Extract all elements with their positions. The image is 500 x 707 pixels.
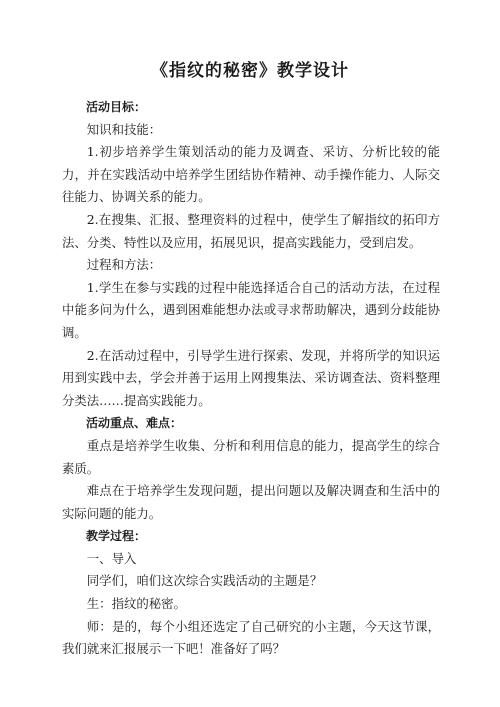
- heading-key-points: 活动重点、难点：: [86, 416, 183, 431]
- heading-teaching-process: 教学过程：: [86, 529, 147, 544]
- subheading-knowledge-skills: 知识和技能：: [86, 121, 162, 137]
- subheading-process-methods: 过程和方法：: [86, 257, 162, 273]
- document-body: [62, 96, 440, 661]
- paragraph-teacher-response: 师：是的，每个小组还选定了自己研究的小主题，今天这节课，我们就来汇报展示一下吧！准备好了吗？: [62, 618, 440, 657]
- paragraph-goal-1: 1.初步培养学生策划活动的能力及调查、采访、分析比较的能力，并在实践活动中培养学生团结协作精神、动手操作能力、人际交往能力、协调关系的能力。: [62, 144, 440, 205]
- section-introduction: 一、导入: [86, 550, 137, 566]
- heading-activity-goals: 活动目标：: [86, 100, 147, 114]
- paragraph-method-1: 1.学生在参与实践的过程中能选择适合自己的活动方法，在过程中能多问为什么，遇到困难能想办法或寻求帮助解决，遇到分歧能协调。: [62, 279, 440, 340]
- document-title: 《指纹的秘密》教学设计: [151, 61, 349, 81]
- paragraph-goal-2: 2.在搜集、汇报、整理资料的过程中，使学生了解指纹的拓印方法、分类、特性以及应用，拓展见识，提高实践能力，受到启发。: [62, 211, 440, 250]
- paragraph-difficulty: 难点在于培养学生发现问题，提出问题以及解决调查和生活中的实际问题的能力。: [62, 483, 440, 521]
- paragraph-student-answer: 生：指纹的秘密。: [86, 596, 186, 612]
- paragraph-key-point: 重点是培养学生收集、分析和利用信息的能力，提高学生的综合素质。: [62, 437, 440, 476]
- paragraph-teacher-question: 同学们，咱们这次综合实践活动的主题是？: [86, 573, 323, 589]
- paragraph-method-2: 2.在活动过程中，引导学生进行探索、发现，并将所学的知识运用到实践中去，学会并善于运用上网搜集法、采访调查法、资料整理分类法……提高实践能力。: [62, 347, 440, 408]
